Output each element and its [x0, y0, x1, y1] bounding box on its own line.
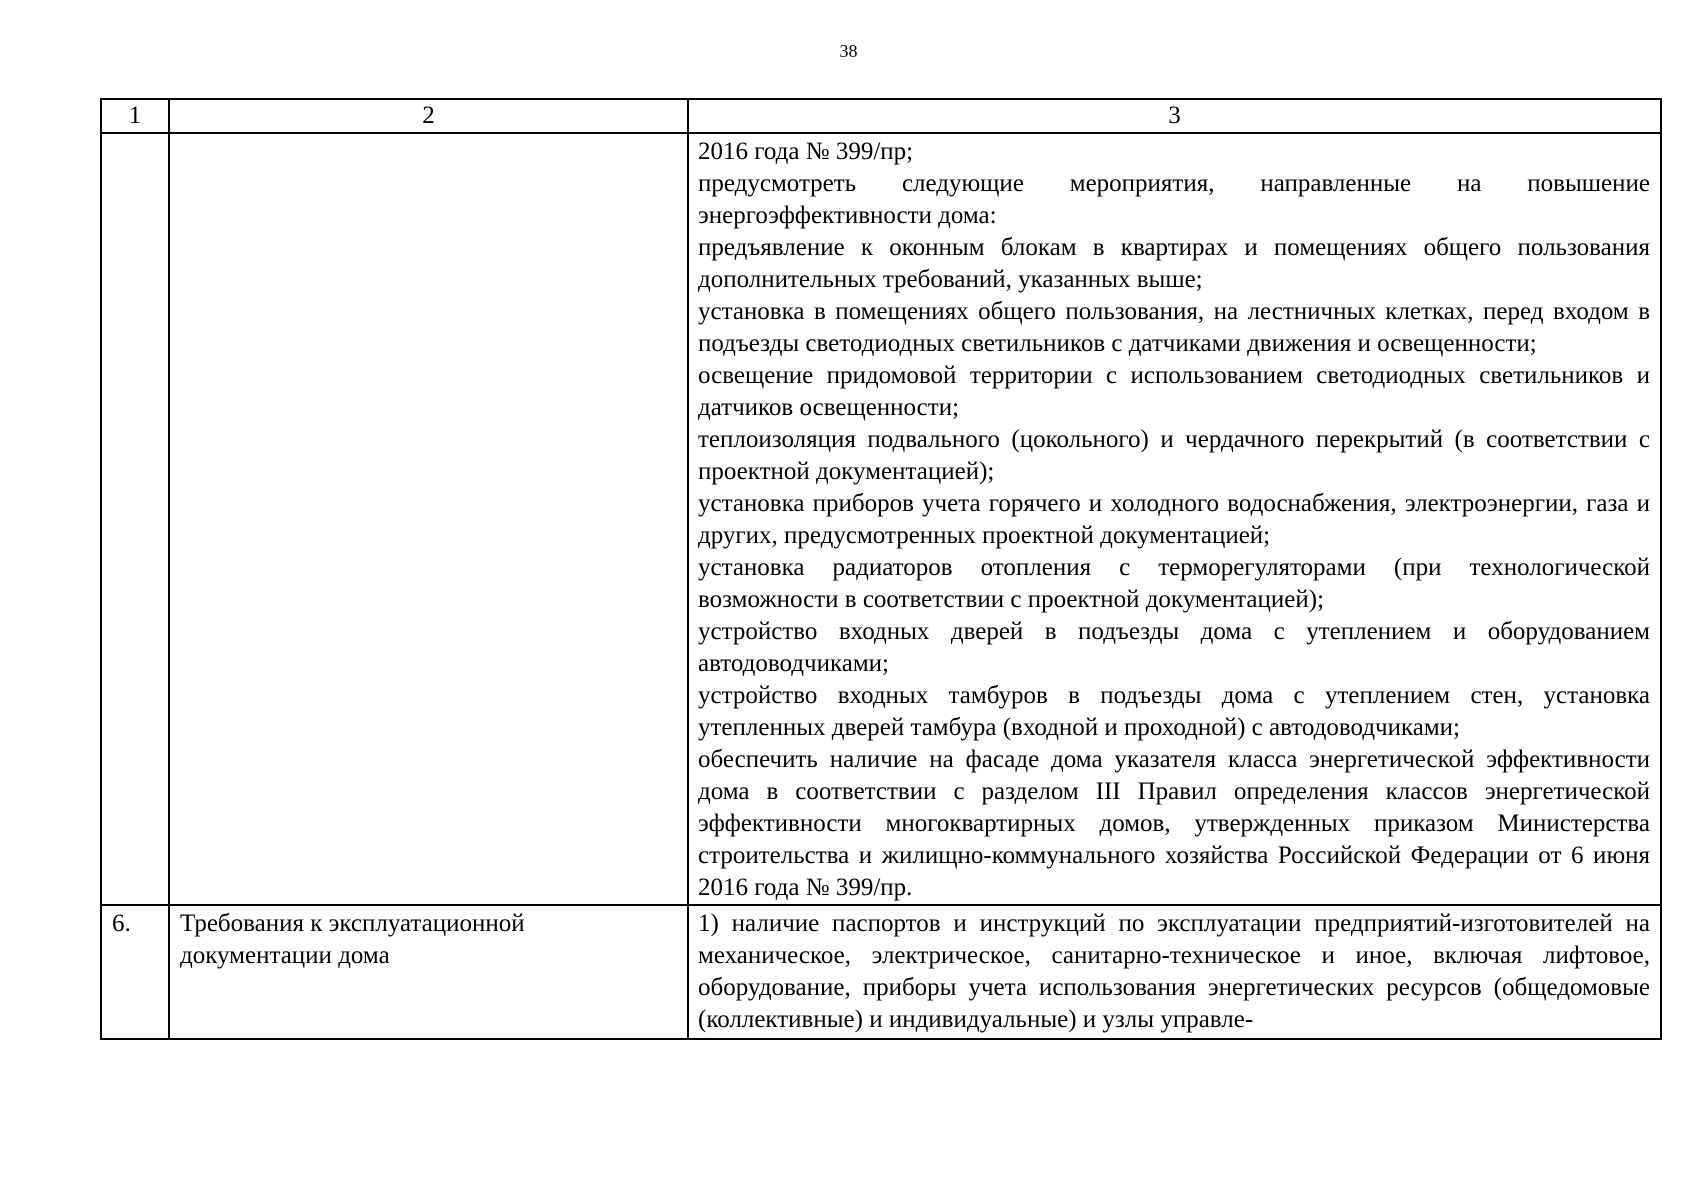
- continuation-name-cell: [169, 133, 688, 905]
- paragraph: устройство входных дверей в подъезды дома с утеплением и оборудованием автодоводчиками;: [698, 618, 1650, 677]
- paragraph: установка в помещениях общего пользования, на лестничных клетках, перед входом в подъезды светодиодных светильников с датчиками движения и освещенности;: [698, 298, 1650, 357]
- row-text-content: [698, 908, 1650, 1038]
- table-row-6: [101, 905, 1661, 1039]
- paragraph: установка радиаторов отопления с терморегуляторами (при технологической возможности в соответствии с проектной документацией);: [698, 554, 1650, 613]
- row-name-cell: Требования к эксплуатационной документации дома: [169, 905, 688, 1039]
- paragraph: устройство входных тамбуров в подъезды дома с утеплением стен, установка утепленных дверей тамбура (входной и проходной) с автодоводчиками;: [698, 682, 1650, 741]
- row-number-cell: 6.: [101, 905, 169, 1039]
- requirements-table: [100, 98, 1662, 1040]
- paragraph: установка приборов учета горячего и холодного водоснабжения, электроэнергии, газа и других, предусмотренных проектной документацией;: [698, 490, 1650, 549]
- table-row-continuation: [101, 133, 1661, 905]
- paragraph: освещение придомовой территории с использованием светодиодных светильников и датчиков освещенности;: [698, 362, 1650, 421]
- continuation-number-cell: [101, 133, 169, 905]
- paragraph: 2016 года № 399/пр;: [698, 138, 914, 165]
- paragraph: теплоизоляция подвального (цокольного) и чердачного перекрытий (в соответствии с проектной документацией);: [698, 426, 1650, 485]
- column-header-3: 3: [688, 99, 1661, 133]
- paragraph: 1) наличие паспортов и инструкций по эксплуатации предприятий-изготовителей на механическое, электрическое, санитарно-техническое и иное, включая лифтовое, оборудование, приборы учета использования энергетических ресурсов (общедомовые (коллективные) и индивидуальные) и узлы управле-: [698, 910, 1650, 1033]
- column-header-1: 1: [101, 99, 169, 133]
- column-header-2: 2: [169, 99, 688, 133]
- continuation-text-cell: [688, 133, 1661, 905]
- paragraph: предъявление к оконным блокам в квартирах и помещениях общего пользования дополнительных требований, указанных выше;: [698, 234, 1650, 293]
- paragraph: предусмотреть следующие мероприятия, направленные на повышение энергоэффективности дома:: [698, 170, 1650, 229]
- page-number: 38: [839, 41, 858, 61]
- table-header-row: [101, 99, 1661, 133]
- paragraph: обеспечить наличие на фасаде дома указателя класса энергетической эффективности дома в соответствии с разделом III Правил определения классов энергетической эффективности многоквартирных домов, утвержденных приказом Министерства строительства и жилищно-коммунального хозяйства Российской Федерации от 6 июня 2016 года № 399/пр.: [698, 746, 1650, 901]
- row-text-cell: [688, 905, 1661, 1039]
